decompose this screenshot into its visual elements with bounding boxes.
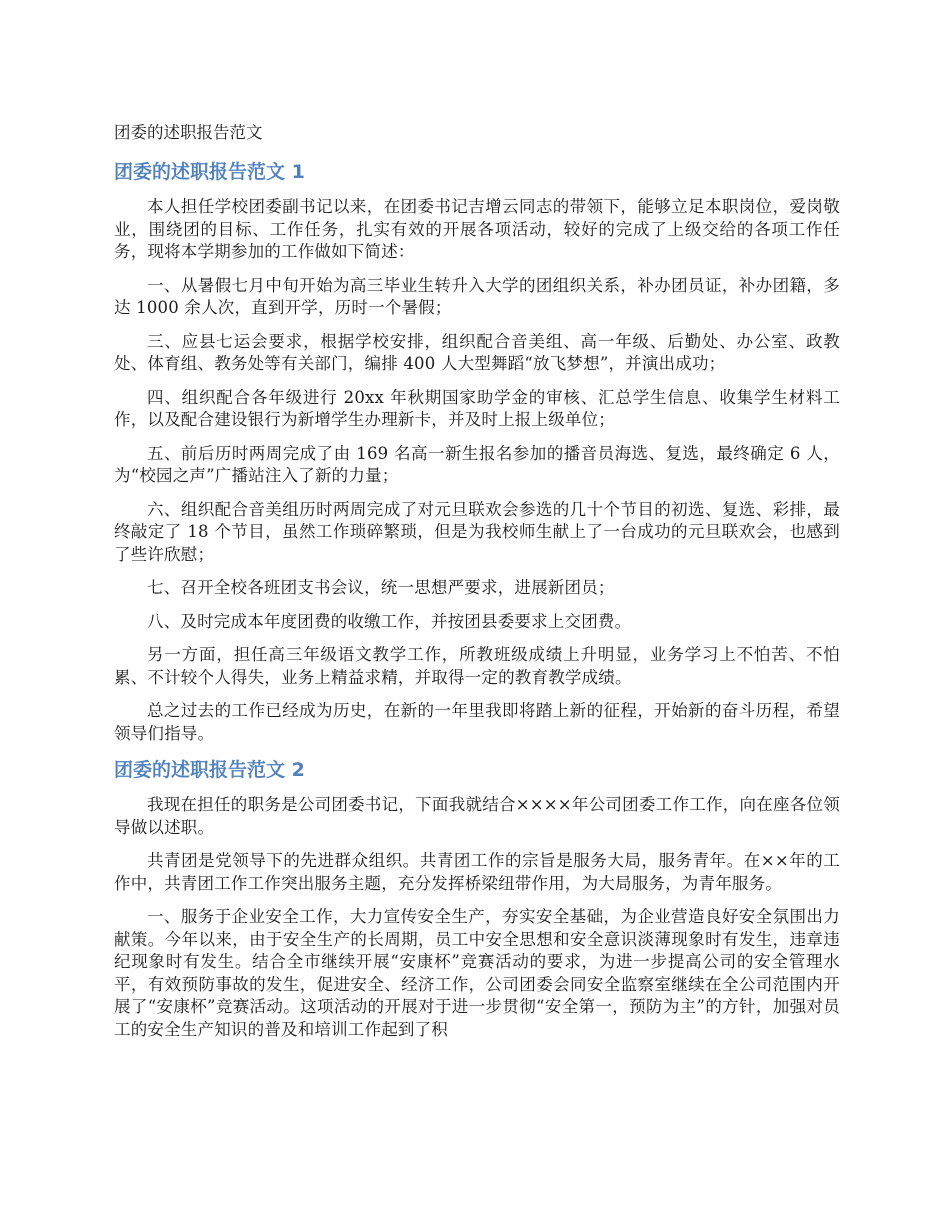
paragraph: 七、召开全校各班团支书会议，统一思想严要求，进展新团员；: [147, 578, 615, 597]
paragraph: 一、从暑假七月中旬开始为高三毕业生转升入大学的团组织关系，补办团员证，补办团籍，多达 1000 余人次，直到开学，历时一个暑假；: [114, 275, 840, 317]
paragraph: 我现在担任的职务是公司团委书记，下面我就结合××××年公司团委工作工作，向在座各位领导做以述职。: [114, 795, 840, 837]
paragraph: 另一方面，担任高三年级语文教学工作，所教班级成绩上升明显，业务学习上不怕苦、不怕累、不计较个人得失，业务上精益求精，并取得一定的教育教学成绩。: [114, 645, 840, 687]
section-1: [114, 158, 840, 745]
paragraph: 四、组织配合各年级进行 20xx 年秋期国家助学金的审核、汇总学生信息、收集学生材料工作，以及配合建设银行为新增学生办理新卡，并及时上报上级单位；: [114, 387, 840, 429]
section-heading: 团委的述职报告范文 1: [114, 161, 305, 183]
document-page: [114, 120, 840, 1052]
paragraph: 本人担任学校团委副书记以来，在团委书记吉增云同志的带领下，能够立足本职岗位，爱岗敬业，围绕团的目标、工作任务，扎实有效的开展各项活动，较好的完成了上级交给的各项工作任务，现将本学期参加的工作做如下简述：: [114, 197, 840, 261]
paragraph: 三、应县七运会要求，根据学校安排，组织配合音美组、高一年级、后勤处、办公室、政教处、体育组、教务处等有关部门，编排 400 人大型舞蹈“放飞梦想”，并演出成功；: [114, 331, 840, 373]
paragraph: 五、前后历时两周完成了由 169 名高一新生报名参加的播音员海选、复选，最终确定 6 人，为“校园之声”广播站注入了新的力量；: [114, 443, 840, 485]
paragraph: 六、组织配合音美组历时两周完成了对元旦联欢会参选的几十个节目的初选、复选、彩排，最终敲定了 18 个节目，虽然工作琐碎繁琐，但是为我校师生献上了一台成功的元旦联欢会，也感到了些许欣慰；: [114, 499, 840, 564]
paragraph: 八、及时完成本年度团费的收缴工作，并按团县委要求上交团费。: [147, 611, 632, 631]
document-title: 团委的述职报告范文: [114, 123, 263, 142]
paragraph: 共青团是党领导下的先进群众组织。共青团工作的宗旨是服务大局，服务青年。在××年的工作中，共青团工作工作突出服务主题，充分发挥桥梁纽带作用，为大局服务，为青年服务。: [114, 851, 840, 893]
section-2: [114, 756, 840, 1041]
section-heading: 团委的述职报告范文 2: [114, 759, 305, 781]
paragraph: 总之过去的工作已经成为历史，在新的一年里我即将踏上新的征程，开始新的奋斗历程，希望领导们指导。: [114, 701, 840, 743]
paragraph: 一、服务于企业安全工作，大力宣传安全生产，夯实安全基础，为企业营造良好安全氛围出力献策。今年以来，由于安全生产的长周期，员工中安全思想和安全意识淡薄现象时有发生，违章违纪现象时有发生。结合全市继续开展“安康杯”竞赛活动的要求，为进一步提高公司的安全管理水平，有效预防事故的发生，促进安全、经济工作，公司团委会同安全监察室继续在全公司范围内开展了“安康杯”竞赛活动。这项活动的开展对于进一步贯彻“安全第一，预防为主”的方针，加强对员工的安全生产知识的普及和培训工作起到了积: [114, 907, 840, 1039]
